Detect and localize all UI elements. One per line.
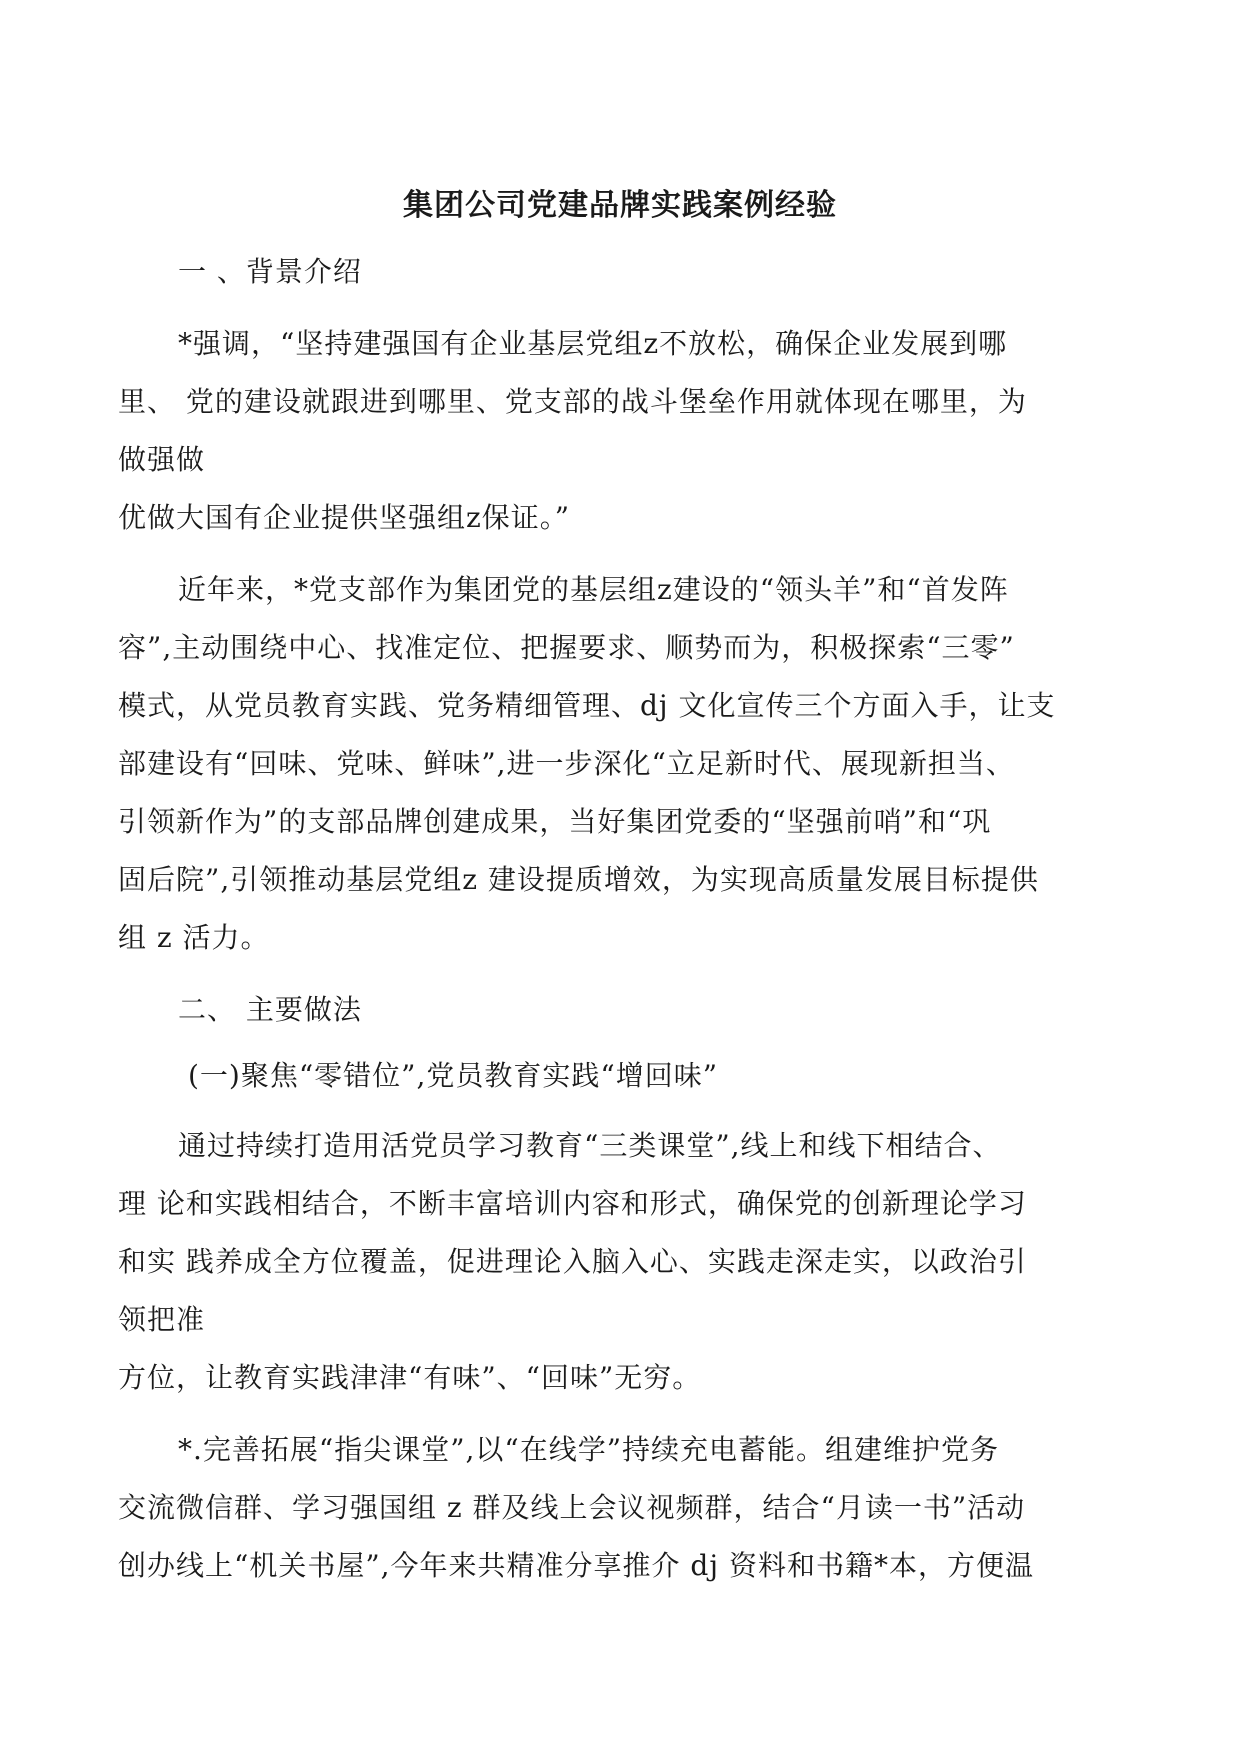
paragraph-line: 容”,主动围绕中心、找准定位、把握要求、顺势而为，积极探索“三零” — [118, 631, 1015, 664]
paragraph-line: 里、 党的建设就跟进到哪里、党支部的战斗堡垒作用就体现在哪里，为 — [118, 385, 1027, 418]
paragraph-line: 领把准 — [118, 1303, 206, 1336]
paragraph-line: 近年来，*党支部作为集团党的基层组z建设的“领头羊”和“首发阵 — [178, 573, 1009, 606]
paragraph-line: 部建设有“回味、党味、鲜味”,进一步深化“立足新时代、展现新担当、 — [118, 747, 1015, 780]
paragraph-line: 引领新作为”的支部品牌创建成果，当好集团党委的“坚强前哨”和“巩 — [118, 805, 992, 838]
paragraph-line: *强调，“坚持建强国有企业基层党组z不放松，确保企业发展到哪 — [178, 327, 1008, 360]
paragraph-line: 固后院”,引领推动基层党组z 建设提质增效，为实现高质量发展目标提供 — [118, 863, 1039, 896]
paragraph-line: 和实 践养成全方位覆盖，促进理论入脑入心、实践走深走实，以政治引 — [118, 1245, 1027, 1278]
subsection-heading: (一)聚焦“零错位”,党员教育实践“增回味” — [188, 1059, 719, 1092]
paragraph-line: *.完善拓展“指尖课堂”,以“在线学”持续充电蓄能。组建维护党务 — [178, 1433, 1000, 1466]
paragraph-line: 组 z 活力。 — [118, 921, 270, 954]
paragraph-line: 模式，从党员教育实践、党务精细管理、dj 文化宣传三个方面入手，让支 — [118, 689, 1056, 722]
paragraph-line: 理 论和实践相结合，不断丰富培训内容和形式，确保党的创新理论学习 — [118, 1187, 1027, 1220]
paragraph-line: 优做大国有企业提供坚强组z保证。” — [118, 501, 571, 534]
section-heading-2: 二、 主要做法 — [178, 993, 362, 1026]
paragraph-line: 通过持续打造用活党员学习教育“三类课堂”,线上和线下相结合、 — [178, 1129, 1002, 1162]
paragraph-line: 创办线上“机关书屋”,今年来共精准分享推介 dj 资料和书籍*本，方便温 — [118, 1549, 1034, 1582]
document-title: 集团公司党建品牌实践案例经验 — [403, 188, 837, 223]
paragraph-line: 做强做 — [118, 443, 206, 476]
paragraph-line: 交流微信群、学习强国组 z 群及线上会议视频群，结合“月读一书”活动 — [118, 1491, 1026, 1524]
section-heading-1: 一 、背景介绍 — [178, 255, 362, 288]
paragraph-line: 方位，让教育实践津津“有味”、“回味”无穷。 — [118, 1361, 702, 1394]
